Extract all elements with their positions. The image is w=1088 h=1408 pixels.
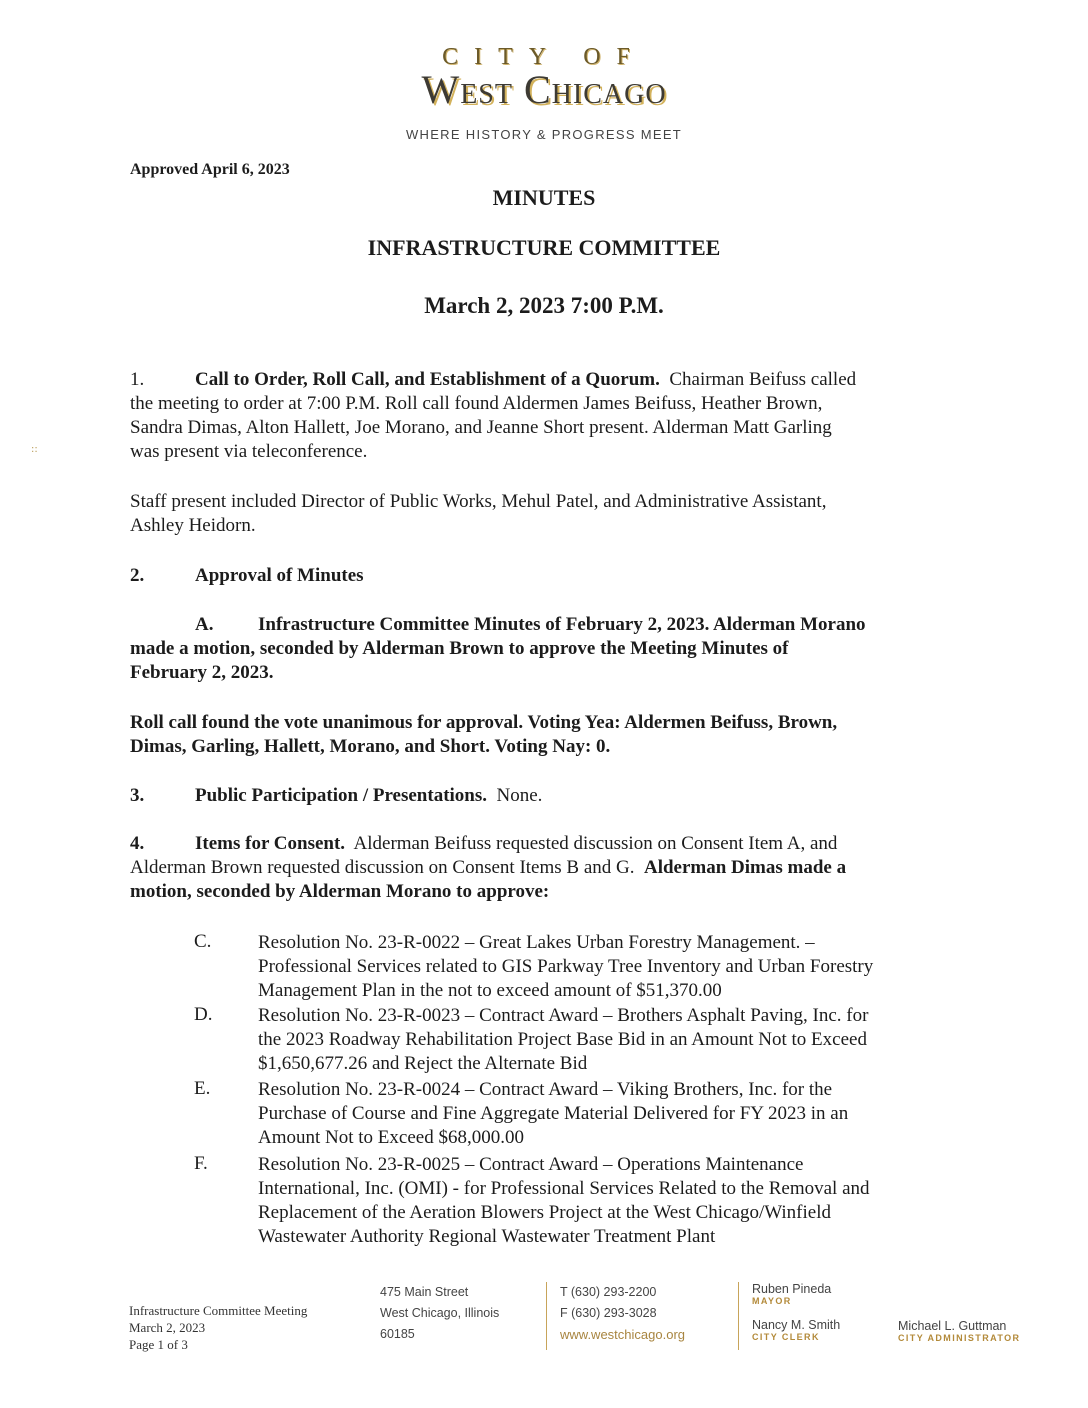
resolution-line: Amount Not to Exceed $68,000.00 xyxy=(258,1127,524,1148)
staff-present xyxy=(130,490,960,538)
document-title: MINUTES xyxy=(492,185,596,210)
resolution-line: Replacement of the Aeration Blowers Project at the West Chicago/Winfield xyxy=(258,1202,831,1223)
logo-tagline: WHERE HISTORY & PROGRESS MEET xyxy=(405,127,683,142)
footer-doc-date: March 2, 2023 xyxy=(129,1320,206,1335)
vote-line: Dimas, Garling, Hallett, Morano, and Short. Voting Nay: 0. xyxy=(130,736,611,757)
administrator-role: CITY ADMINISTRATOR xyxy=(898,1333,1021,1343)
logo-city-name: West Chicago xyxy=(421,67,667,112)
footer-mayor xyxy=(752,1282,831,1306)
resolution-c xyxy=(258,931,958,1003)
item-4-heading: Items for Consent. xyxy=(195,833,346,854)
resolution-line: Professional Services related to GIS Parkway Tree Inventory and Urban Forestry xyxy=(258,956,874,977)
footer-document-info xyxy=(129,1302,307,1353)
staff-line: Ashley Heidorn. xyxy=(130,515,256,536)
item-4-text: Alderman Brown requested discussion on Consent Items B and G. xyxy=(130,857,635,878)
footer-zip: 60185 xyxy=(380,1327,415,1341)
resolution-line: Resolution No. 23-R-0024 – Contract Award – Viking Brothers, Inc. for the xyxy=(258,1079,833,1100)
resolution-d-letter: D. xyxy=(194,1004,213,1025)
clerk-role: CITY CLERK xyxy=(752,1332,820,1342)
item-1-line-1 xyxy=(130,368,960,392)
item-4-number: 4. xyxy=(130,833,145,854)
item-4-text: Alderman Beifuss requested discussion on Consent Item A, and xyxy=(353,833,838,854)
footer-phone: T (630) 293-2200 xyxy=(560,1285,657,1299)
footer-fax: F (630) 293-3028 xyxy=(560,1306,657,1320)
item-2-vote xyxy=(130,711,960,759)
item-2a-text: February 2, 2023. xyxy=(130,662,274,683)
item-3-section xyxy=(130,784,960,808)
approval-note: Approved April 6, 2023 xyxy=(130,161,290,178)
item-4-motion: motion, seconded by Alderman Morano to approve: xyxy=(130,881,550,902)
item-1-text: Chairman Beifuss called xyxy=(669,369,857,390)
resolution-line: Purchase of Course and Fine Aggregate Material Delivered for FY 2023 in an xyxy=(258,1103,849,1124)
resolution-line: Wastewater Authority Regional Wastewater Treatment Plant xyxy=(258,1226,716,1247)
resolution-d xyxy=(258,1004,958,1076)
item-3-heading: Public Participation / Presentations. xyxy=(195,785,488,806)
resolution-c-letter: C. xyxy=(194,931,212,952)
item-4-motion: Alderman Dimas made a xyxy=(643,857,847,878)
item-2-heading: Approval of Minutes xyxy=(195,565,364,586)
item-1-text: the meeting to order at 7:00 P.M. Roll call found Aldermen James Beifuss, Heather Brown, xyxy=(130,393,823,414)
item-2-number: 2. xyxy=(130,565,145,586)
resolution-line: the 2023 Roadway Rehabilitation Project Base Bid in an Amount Not to Exceed xyxy=(258,1029,867,1050)
administrator-name: Michael L. Guttman xyxy=(898,1319,1007,1333)
item-2a-section xyxy=(130,613,960,685)
clerk-name: Nancy M. Smith xyxy=(752,1318,841,1332)
footer-page-number: Page 1 of 3 xyxy=(129,1337,188,1352)
resolution-f-letter: F. xyxy=(194,1153,208,1174)
item-1-number: 1. xyxy=(130,369,145,390)
item-1-heading: Call to Order, Roll Call, and Establishment of a Quorum. xyxy=(195,369,660,390)
footer-city: West Chicago, Illinois xyxy=(380,1306,500,1320)
logo-city-of: CITY OF xyxy=(442,44,646,70)
mayor-name: Ruben Pineda xyxy=(752,1282,832,1296)
meeting-date: March 2, 2023 7:00 P.M. xyxy=(424,293,664,318)
scan-artifact: :: xyxy=(31,444,38,455)
mayor-role: MAYOR xyxy=(752,1296,792,1306)
staff-line: Staff present included Director of Public Works, Mehul Patel, and Administrative Assistant, xyxy=(130,491,827,512)
footer-administrator xyxy=(898,1319,1020,1343)
item-4-section xyxy=(130,832,960,904)
footer-street: 475 Main Street xyxy=(380,1285,469,1299)
resolution-e xyxy=(258,1078,958,1150)
resolution-line: Resolution No. 23-R-0023 – Contract Award – Brothers Asphalt Paving, Inc. for xyxy=(258,1005,869,1026)
item-2a-text: Infrastructure Committee Minutes of February 2, 2023. Alderman Morano xyxy=(258,614,866,635)
footer-website-link[interactable]: www.westchicago.org xyxy=(560,1327,685,1342)
resolution-f xyxy=(258,1153,958,1249)
footer-divider xyxy=(738,1282,739,1350)
item-2-heading-row xyxy=(130,564,960,588)
resolution-line: $1,650,677.26 and Reject the Alternate Bid xyxy=(258,1053,588,1074)
resolution-line: Resolution No. 23-R-0025 – Contract Award – Operations Maintenance xyxy=(258,1154,804,1175)
item-2a-text: made a motion, seconded by Alderman Brown to approve the Meeting Minutes of xyxy=(130,638,789,659)
item-3-number: 3. xyxy=(130,785,145,806)
footer-divider xyxy=(546,1282,547,1350)
resolution-line: Management Plan in the not to exceed amount of $51,370.00 xyxy=(258,980,722,1001)
committee-name: INFRASTRUCTURE COMMITTEE xyxy=(367,235,721,260)
item-1-text: was present via teleconference. xyxy=(130,441,368,462)
footer-clerk xyxy=(752,1318,840,1342)
item-3-text: None. xyxy=(496,785,543,806)
resolution-line: Resolution No. 23-R-0022 – Great Lakes Urban Forestry Management. – xyxy=(258,932,815,953)
item-1-text: Sandra Dimas, Alton Hallett, Joe Morano, and Jeanne Short present. Alderman Matt Garling xyxy=(130,417,832,438)
vote-line: Roll call found the vote unanimous for approval. Voting Yea: Aldermen Beifuss, Brown, xyxy=(130,712,838,733)
footer-contact xyxy=(560,1282,685,1345)
resolution-e-letter: E. xyxy=(194,1078,211,1099)
footer-address xyxy=(380,1282,499,1345)
item-1-section xyxy=(130,368,960,464)
footer-doc-name: Infrastructure Committee Meeting xyxy=(129,1303,308,1318)
resolution-line: International, Inc. (OMI) - for Professional Services Related to the Removal and xyxy=(258,1178,870,1199)
item-2a-letter: A. xyxy=(195,614,214,635)
